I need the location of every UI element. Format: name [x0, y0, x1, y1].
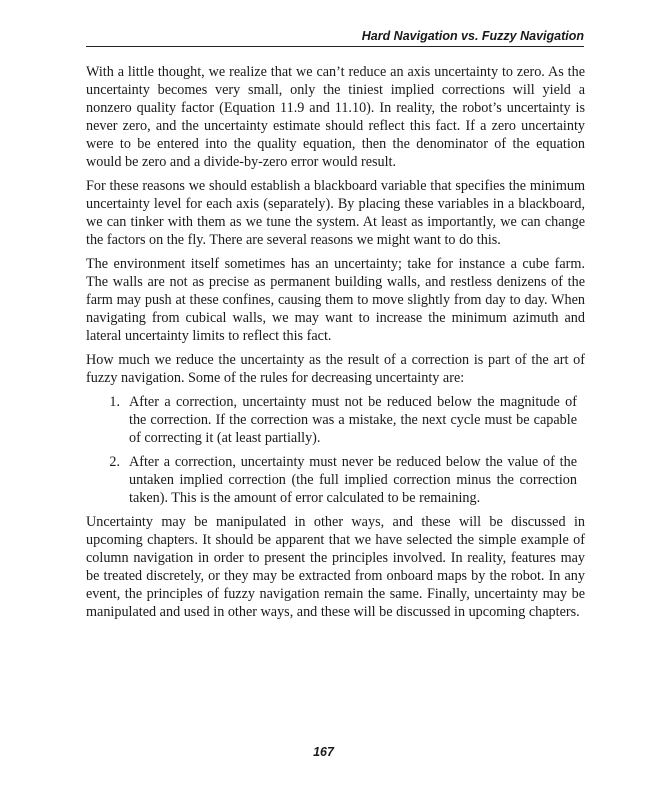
rules-list [86, 393, 585, 507]
running-header: Hard Navigation vs. Fuzzy Navigation [86, 29, 584, 47]
rule-text: After a correction, uncertainty must not be reduced below the magnitude of the correction. If the correction was a mistake, the next cycle must be capable of correcting it (at least partially). [129, 394, 577, 446]
rule-text: After a correction, uncertainty must never be reduced below the value of the untaken implied correction (the full implied correction minus the correction taken). This is the amount of error calculated to be remaining. [129, 454, 577, 506]
paragraph-closing: Uncertainty may be manipulated in other ways, and these will be discussed in upcoming chapters. It should be apparent that we have selected the simple example of column navigation in order to present the principles involved. In reality, features may be treated discretely, or they may be extracted from onboard maps by the robot. In any event, the principles of fuzzy navigation remain the same. Finally, uncertainty may be manipulated and used in other ways, and these will be discussed in upcoming chapters. [86, 514, 585, 620]
paragraph-rules-intro: How much we reduce the uncertainty as the result of a correction is part of the art of fuzzy navigation. Some of the rules for decreasing uncertainty are: [86, 352, 585, 386]
rule-number: 1. [109, 394, 120, 410]
rule-number: 2. [109, 454, 120, 470]
list-item [86, 393, 585, 447]
page-body [86, 63, 585, 627]
list-item [86, 453, 585, 507]
paragraph-blackboard-variable: For these reasons we should establish a blackboard variable that specifies the minimum uncertainty level for each axis (separately). By placing these variables in a blackboard, we can tinker with them as we tune the system. At least as importantly, we can change the factors on the fly. There are several reasons we might want to do this. [86, 178, 585, 248]
paragraph-uncertainty-zero: With a little thought, we realize that we can’t reduce an axis uncertainty to zero. As the uncertainty becomes very small, only the tiniest implied corrections will yield a nonzero quality factor (Equation 11.9 and 11.10). In reality, the robot’s uncertainty is never zero, and the uncertainty estimate should reflect this fact. If a zero uncertainty were to be entered into the quality equation, then the denominator of the equation would be zero and a divide-by-zero error would result. [86, 64, 585, 170]
page-number: 167 [313, 745, 334, 759]
paragraph-environment-uncertainty: The environment itself sometimes has an uncertainty; take for instance a cube farm. The walls are not as precise as permanent building walls, and restless denizens of the farm may push at these confines, causing them to move slightly from day to day. When navigating from cubical walls, we may want to increase the minimum azimuth and lateral uncertainty limits to reflect this fact. [86, 256, 585, 344]
